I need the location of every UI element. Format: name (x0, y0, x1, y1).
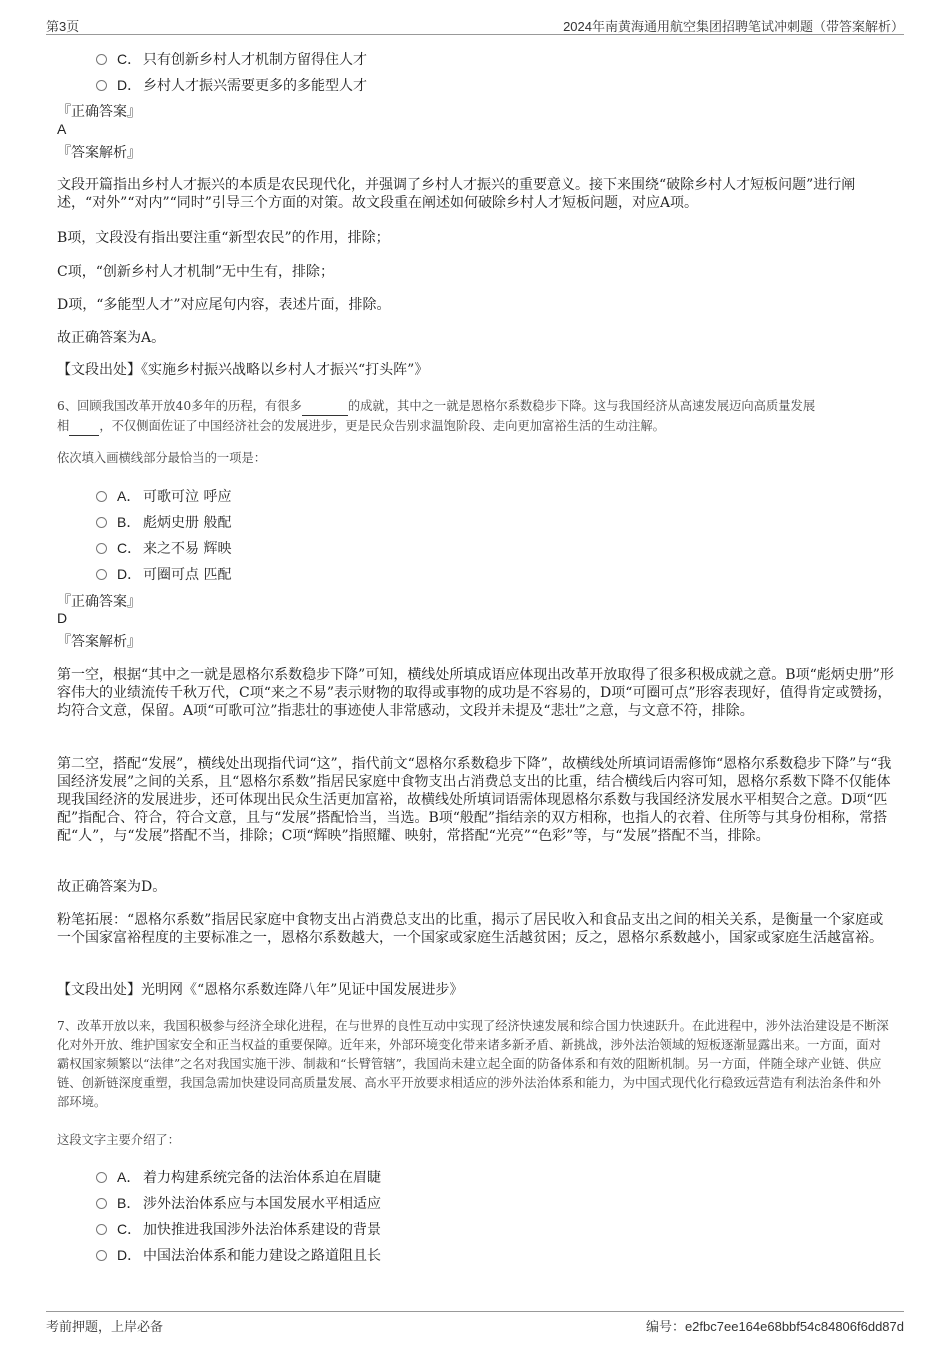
radio-icon[interactable] (96, 543, 107, 554)
q5-answer: A (57, 121, 67, 137)
q6-stem: 6、回顾我国改革开放40多年的历程，有很多 的成就，其中之一就是恩格尔系数稳步下降。这与我国经济从高速发展迈向高质量发展 相 ，不仅侧面佐证了中国经济社会的发展进步，更是民众告别求温饱阶段、走向更加富裕生活的生动注解。 (57, 396, 893, 436)
q7-option-b[interactable]: B． 涉外法治体系应与本国发展水平相适应 (96, 1193, 381, 1213)
q6-answer: D (57, 610, 68, 626)
radio-icon[interactable] (96, 569, 107, 580)
q6-option-d[interactable]: D． 可圈可点 匹配 (96, 564, 231, 584)
document-id: 编号：e2fbc7ee164e68bbf54c84806f6dd87d (645, 1319, 904, 1334)
q6-option-a[interactable]: A． 可歌可泣 呼应 (96, 486, 231, 506)
page-footer (46, 1311, 904, 1334)
q7-prompt: 这段文字主要介绍了： (57, 1133, 180, 1147)
q5-option-c[interactable]: C． 只有创新乡村人才机制方留得住人才 (96, 49, 367, 69)
q6-analysis-tag: 『答案解析』 (57, 634, 141, 650)
q5-conclusion: 故正确答案为A。 (57, 330, 166, 346)
page-number: 第3页 (46, 19, 80, 34)
q5-option-d[interactable]: D． 乡村人才振兴需要更多的多能型人才 (96, 75, 367, 95)
footer-slogan: 考前押题，上岸必备 (46, 1319, 164, 1334)
q5-answer-tag: 『正确答案』 (57, 104, 141, 120)
blank-2 (69, 416, 99, 436)
q5-analysis-paragraph: 文段开篇指出乡村人才振兴的本质是农民现代化，并强调了乡村人才振兴的重要意义。接下来围绕“破除乡村人才短板问题”进行阐述，“对外”“对内”“同时”引导三个方面的对策。故文段重在阐述如何破除乡村人才短板问题，对应A项。 (57, 177, 856, 211)
radio-icon[interactable] (96, 491, 107, 502)
q6-option-b[interactable]: B． 彪炳史册 般配 (96, 512, 231, 532)
document-title: 2024年南黄海通用航空集团招聘笔试冲刺题（带答案解析） (563, 19, 904, 34)
q6-prompt: 依次填入画横线部分最恰当的一项是： (57, 451, 267, 465)
q6-source: 【文段出处】光明网《“恩格尔系数连降八年”见证中国发展进步》 (57, 982, 464, 998)
page-header (46, 14, 904, 35)
q7-stem: 7、改革开放以来，我国积极参与经济全球化进程，在与世界的良性互动中实现了经济快速发展和综合国力快速跃升。在此进程中，涉外法治建设是不断深化对外开放、维护国家安全和正当权益的重要保障。近年来，外部环境变化带来诸多新矛盾、新挑战，涉外法治领域的短板逐渐显露出来。一方面，面对霸权国家频繁以“法律”之名对我国实施干涉、制裁和“长臂管辖”，我国尚未建立起全面的防备体系和有效的阻断机制。另一方面，伴随全球产业链、供应链、创新链深度重塑，我国急需加快建设同高质量发展、高水平开放要求相适应的涉外法治体系和能力，为中国式现代化行稳致远营造有利法治条件和外部环境。 (57, 1019, 889, 1109)
q5-analysis-paragraph: D项，“多能型人才”对应尾句内容，表述片面，排除。 (57, 297, 391, 313)
q6-extension: 粉笔拓展：“恩格尔系数”指居民家庭中食物支出占消费总支出的比重，揭示了居民收入和食品支出之间的相关关系，是衡量一个家庭或一个国家富裕程度的主要标准之一，恩格尔系数越大，一个国家或家庭生活越贫困；反之，恩格尔系数越小，国家或家庭生活越富裕。 (57, 912, 884, 946)
q6-option-c[interactable]: C． 来之不易 辉映 (96, 538, 231, 558)
q6-answer-tag: 『正确答案』 (57, 594, 141, 610)
q5-source: 【文段出处】《实施乡村振兴战略以乡村人才振兴“打头阵”》 (57, 362, 429, 378)
radio-icon[interactable] (96, 80, 107, 91)
q6-analysis-paragraph: 第一空，根据“其中之一就是恩格尔系数稳步下降”可知，横线处所填成语应体现出改革开放取得了很多积极成就之意。B项“彪炳史册”形容伟大的业绩流传千秋万代，C项“来之不易”表示财物的取得或事物的成功是不容易的，D项“可圈可点”形容表现好，值得肯定或赞扬，均符合文意，保留。A项“可歌可泣”指悲壮的事迹使人非常感动，文段并未提及“悲壮”之意，与文意不符，排除。 (57, 667, 894, 719)
q7-option-d[interactable]: D． 中国法治体系和能力建设之路道阻且长 (96, 1245, 381, 1265)
radio-icon[interactable] (96, 1224, 107, 1235)
radio-icon[interactable] (96, 1172, 107, 1183)
radio-icon[interactable] (96, 1198, 107, 1209)
q6-conclusion: 故正确答案为D。 (57, 879, 167, 895)
q5-analysis-paragraph: C项，“创新乡村人才机制”无中生有，排除； (57, 264, 335, 280)
blank-1 (302, 396, 348, 416)
q6-analysis-paragraph: 第二空，搭配“发展”，横线处出现指代词“这”，指代前文“恩格尔系数稳步下降”，故横线处所填词语需修饰“恩格尔系数稳步下降”与“我国经济发展”之间的关系，且“恩格尔系数”指居民家庭中食物支出占消费总支出的比重，结合横线后内容可知，恩格尔系数下降不仅能体现我国经济的发展进步，还可体现出民众生活更加富裕，故横线处所填词语需体现恩格尔系数与我国经济发展水平相契合之意。D项“匹配”指配合、符合，符合文意，且与“发展”搭配恰当，当选。B项“般配”指结亲的双方相称，也指人的衣着、住所等与其身份相称，常搭配“人”，与“发展”搭配不当，排除；C项“辉映”指照耀、映射，常搭配“光亮”“色彩”等，与“发展”搭配不当，排除。 (57, 756, 892, 844)
q7-option-c[interactable]: C． 加快推进我国涉外法治体系建设的背景 (96, 1219, 381, 1239)
radio-icon[interactable] (96, 517, 107, 528)
radio-icon[interactable] (96, 1250, 107, 1261)
q7-option-a[interactable]: A． 着力构建系统完备的法治体系迫在眉睫 (96, 1167, 381, 1187)
radio-icon[interactable] (96, 54, 107, 65)
q5-analysis-tag: 『答案解析』 (57, 145, 141, 161)
q5-analysis-paragraph: B项，文段没有指出要注重“新型农民”的作用，排除； (57, 230, 390, 246)
